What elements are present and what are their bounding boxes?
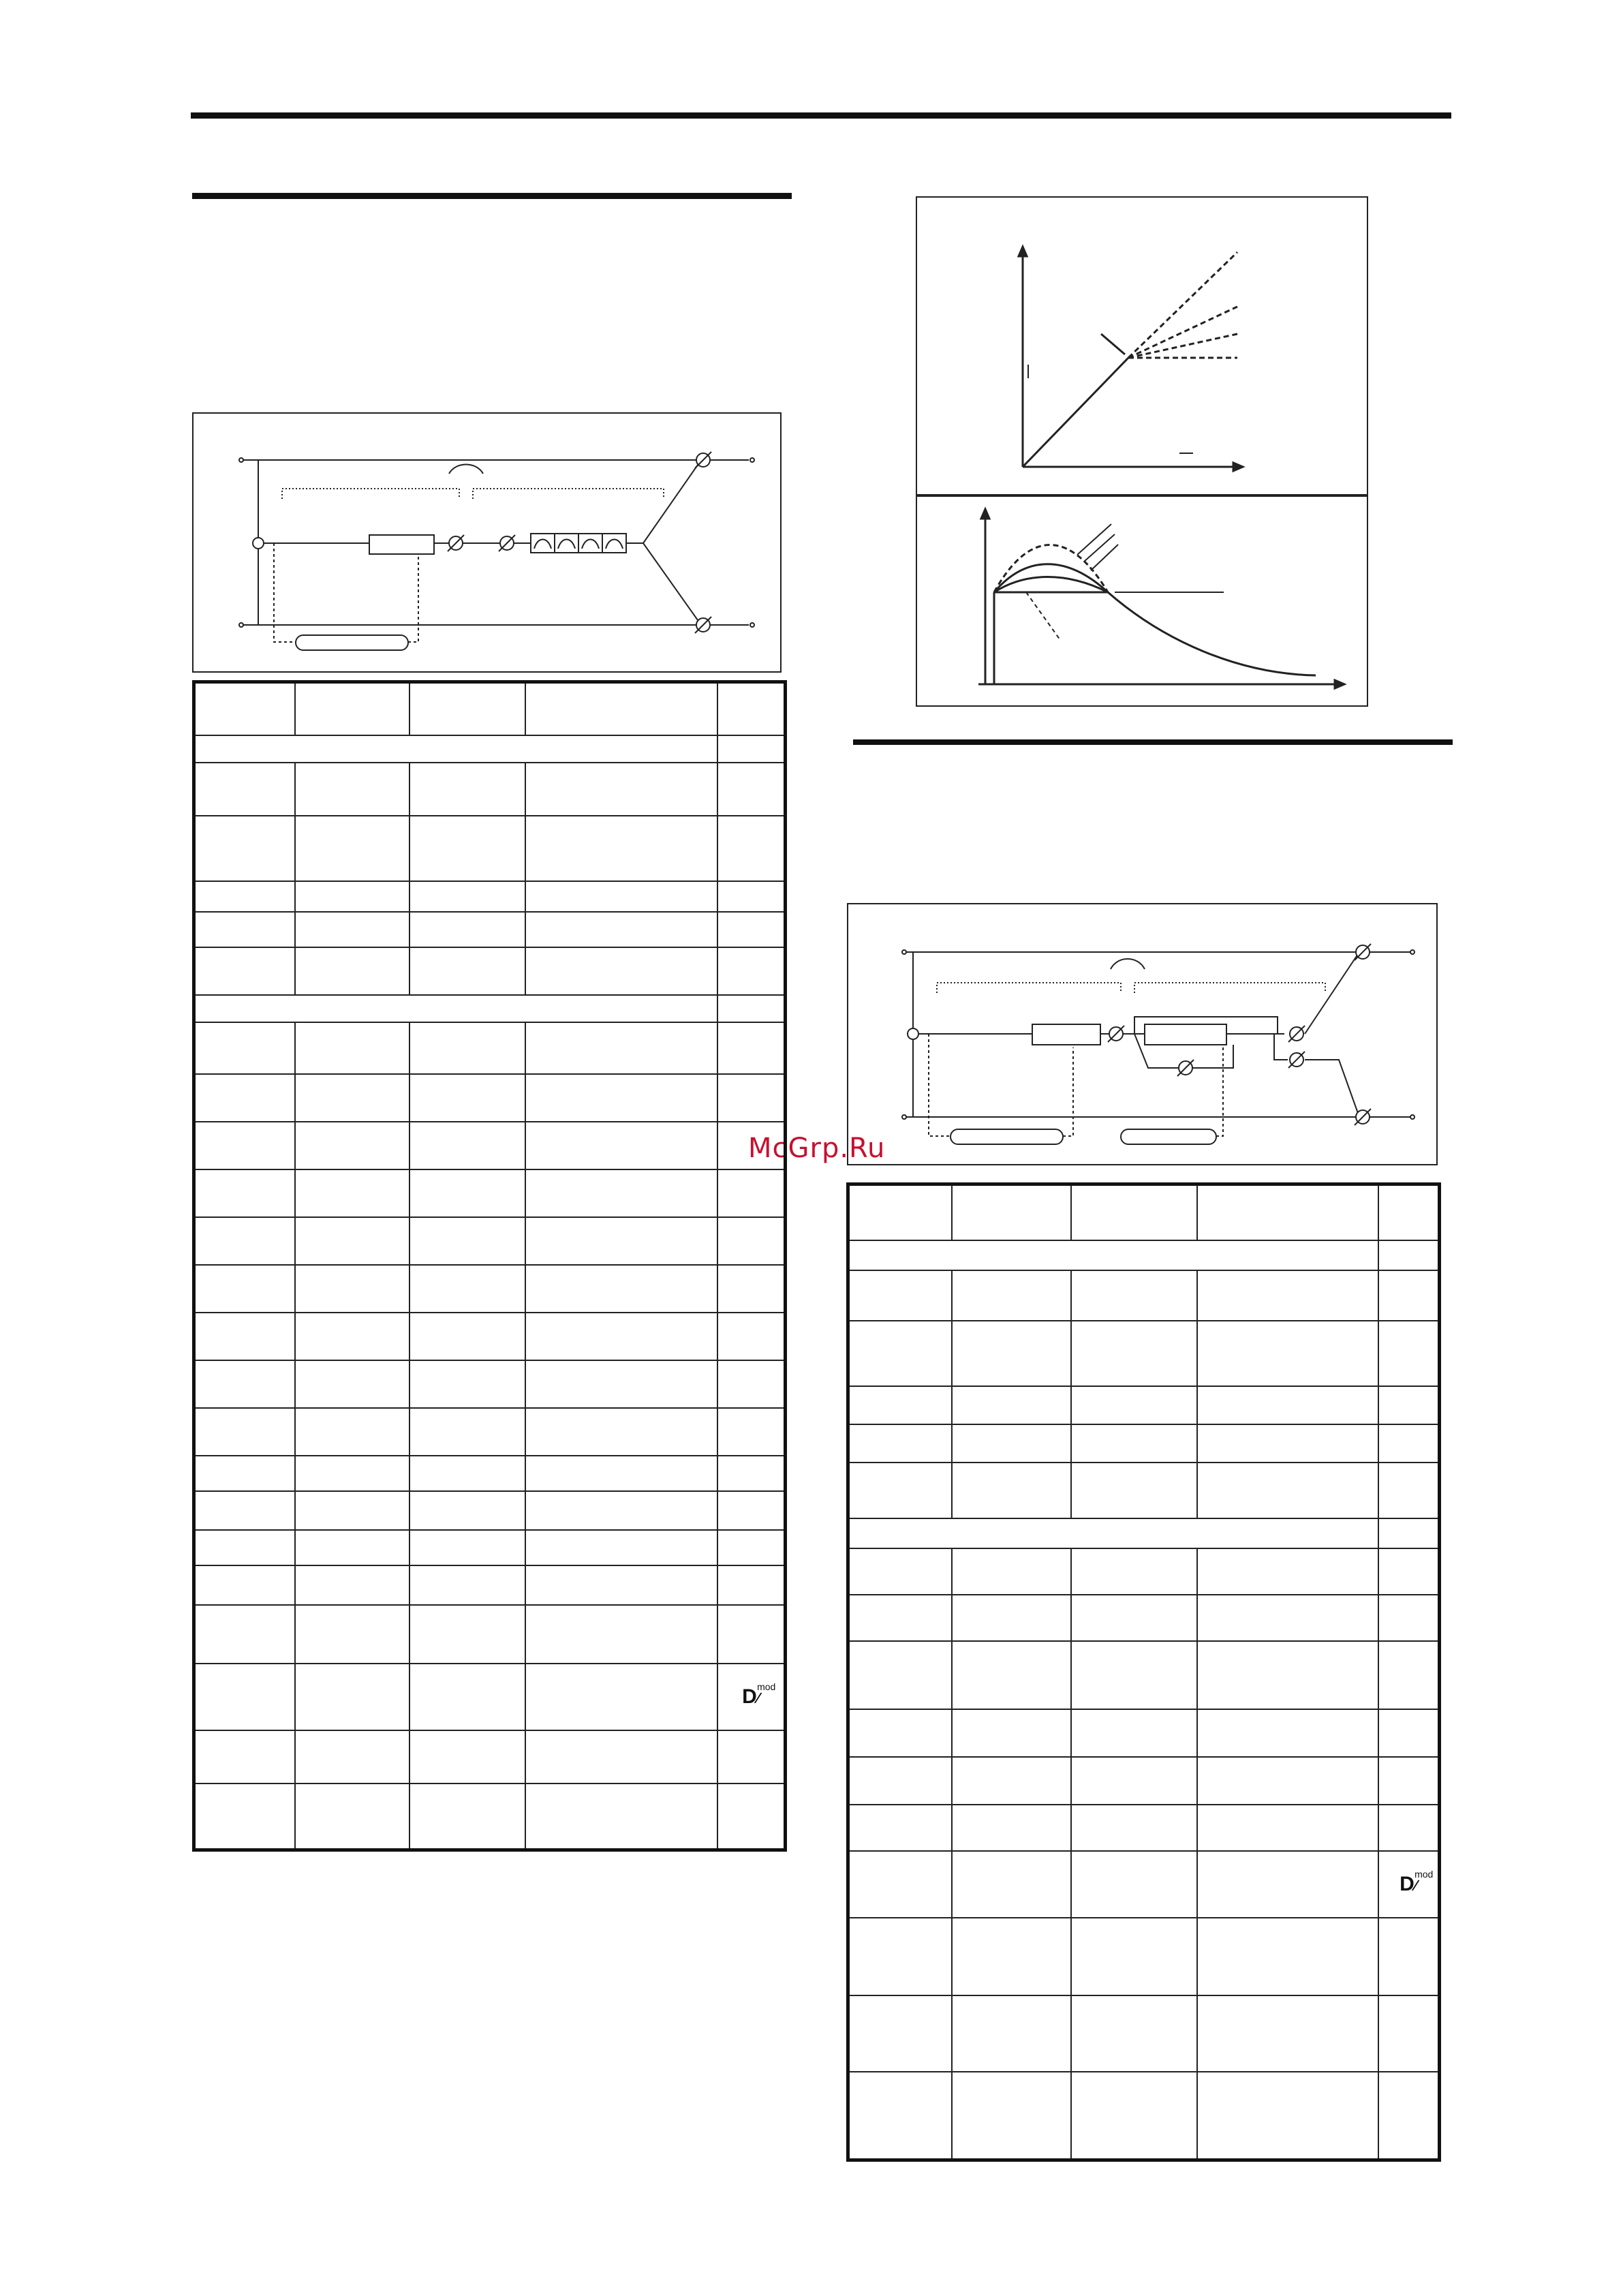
table-cell — [194, 763, 295, 816]
table-cell — [1378, 1386, 1440, 1424]
table-cell — [525, 1217, 717, 1265]
table-cell — [409, 1530, 525, 1565]
table-cell — [1071, 1321, 1197, 1386]
table-cell — [525, 1565, 717, 1605]
table-cell — [1378, 1709, 1440, 1757]
left-table-row — [194, 1360, 786, 1408]
table-cell — [952, 1995, 1071, 2072]
table-cell — [295, 1217, 409, 1265]
table-cell — [1071, 1270, 1197, 1321]
table-cell — [848, 1709, 952, 1757]
table-cell — [295, 1530, 409, 1565]
table-cell — [409, 1074, 525, 1122]
table-cell — [295, 1169, 409, 1217]
header-cell — [952, 1184, 1071, 1240]
table-cell — [525, 816, 717, 881]
table-cell — [194, 1605, 295, 1664]
table-cell — [1071, 1463, 1197, 1518]
table-cell — [194, 1784, 295, 1850]
table-cell — [525, 1605, 717, 1664]
table-cell — [525, 912, 717, 947]
header-cell — [717, 682, 786, 735]
graph-bottom-right — [916, 495, 1368, 707]
table-cell — [848, 1757, 952, 1805]
table-cell — [194, 1360, 295, 1408]
table-cell — [717, 1265, 786, 1313]
left-table-row — [194, 1313, 786, 1360]
table-cell — [525, 1491, 717, 1530]
header-cell — [1197, 1184, 1378, 1240]
left-table-row — [194, 881, 786, 912]
table-cell — [525, 1530, 717, 1565]
page-header-rule — [191, 112, 1451, 119]
table-cell — [295, 1122, 409, 1169]
table-cell — [1378, 1463, 1440, 1518]
table-cell — [525, 1169, 717, 1217]
table-cell — [194, 1565, 295, 1605]
table-cell — [194, 1022, 295, 1074]
header-cell — [194, 682, 295, 735]
table-cell — [1071, 1595, 1197, 1641]
table-cell — [848, 1463, 952, 1518]
table-cell — [194, 1530, 295, 1565]
header-cell — [1378, 1184, 1440, 1240]
dmod-icon-letter: D — [1400, 1872, 1415, 1895]
left-table-row — [194, 1491, 786, 1530]
table-cell — [194, 881, 295, 912]
table-cell — [194, 1313, 295, 1360]
left-table-section-row — [194, 995, 786, 1022]
table-cell — [952, 1595, 1071, 1641]
table-cell — [525, 763, 717, 816]
table-cell — [848, 1548, 952, 1595]
right-table-row — [848, 1595, 1440, 1641]
table-cell — [409, 1565, 525, 1605]
header-cell — [409, 682, 525, 735]
table-cell — [525, 1730, 717, 1784]
table-cell — [1378, 1548, 1440, 1595]
table-cell — [717, 1022, 786, 1074]
table-cell — [409, 1313, 525, 1360]
table-cell — [409, 1122, 525, 1169]
table-cell — [409, 1265, 525, 1313]
parameter-table-left — [192, 680, 787, 1852]
table-cell — [1197, 1709, 1378, 1757]
table-cell — [525, 1456, 717, 1491]
table-cell — [1378, 1995, 1440, 2072]
table-cell — [295, 1360, 409, 1408]
table-cell — [295, 881, 409, 912]
table-cell — [194, 1664, 295, 1730]
section-cell — [848, 1240, 1378, 1270]
table-cell — [194, 1730, 295, 1784]
table-cell — [1378, 1851, 1440, 1918]
table-cell — [525, 881, 717, 912]
table-cell — [409, 1491, 525, 1530]
table-cell — [952, 1463, 1071, 1518]
table-cell — [409, 1408, 525, 1456]
table-cell — [409, 881, 525, 912]
parameter-table-right — [846, 1182, 1441, 2162]
table-cell — [295, 1265, 409, 1313]
table-cell — [409, 1730, 525, 1784]
table-cell — [1197, 2072, 1378, 2160]
table-cell — [1378, 1270, 1440, 1321]
table-cell — [295, 912, 409, 947]
left-table-header-row — [194, 682, 786, 735]
table-cell — [525, 1408, 717, 1456]
table-cell — [409, 947, 525, 995]
table-cell — [409, 1784, 525, 1850]
table-cell — [848, 1270, 952, 1321]
table-cell — [717, 1074, 786, 1122]
left-table-row — [194, 1217, 786, 1265]
table-cell — [1197, 1548, 1378, 1595]
table-cell — [409, 1456, 525, 1491]
section-cell — [194, 735, 717, 763]
table-cell — [952, 1321, 1071, 1386]
right-table-row — [848, 1386, 1440, 1424]
table-cell — [525, 1784, 717, 1850]
table-cell — [295, 1491, 409, 1530]
right-table-row — [848, 1709, 1440, 1757]
header-cell — [1071, 1184, 1197, 1240]
table-cell — [1378, 1757, 1440, 1805]
left-table-row — [194, 816, 786, 881]
table-cell — [848, 1918, 952, 1995]
section-rule-right — [853, 739, 1453, 745]
watermark-text: McGrp.Ru — [748, 1133, 886, 1164]
table-cell — [1197, 1321, 1378, 1386]
table-cell — [952, 1270, 1071, 1321]
table-cell — [1378, 1805, 1440, 1851]
table-cell — [295, 1664, 409, 1730]
block-diagram-left-svg — [194, 414, 780, 671]
dmod-icon — [1400, 1868, 1434, 1896]
table-cell — [848, 2072, 952, 2160]
table-cell — [409, 816, 525, 881]
table-cell — [848, 1595, 952, 1641]
right-table-row — [848, 2072, 1440, 2160]
table-cell — [1197, 1641, 1378, 1709]
table-cell — [525, 1664, 717, 1730]
table-cell — [952, 1709, 1071, 1757]
table-cell — [525, 1122, 717, 1169]
left-table-row — [194, 1265, 786, 1313]
table-cell — [717, 1217, 786, 1265]
table-cell — [409, 912, 525, 947]
table-cell — [717, 1122, 786, 1169]
right-table-row — [848, 1757, 1440, 1805]
table-cell — [848, 1995, 952, 2072]
right-table-row — [848, 1548, 1440, 1595]
table-cell — [194, 1408, 295, 1456]
table-cell — [409, 1022, 525, 1074]
table-cell — [295, 1022, 409, 1074]
left-table-row — [194, 1605, 786, 1664]
section-rule-left — [192, 193, 792, 199]
right-table-row — [848, 1270, 1440, 1321]
table-cell — [717, 947, 786, 995]
table-cell — [295, 1730, 409, 1784]
table-cell — [194, 1074, 295, 1122]
dmod-icon-slope: ∕ — [756, 1689, 760, 1706]
left-table-row — [194, 1784, 786, 1850]
table-cell — [1378, 2072, 1440, 2160]
table-cell — [717, 1360, 786, 1408]
table-cell — [1378, 1918, 1440, 1995]
table-cell — [295, 816, 409, 881]
table-cell — [848, 1386, 952, 1424]
table-cell — [717, 912, 786, 947]
table-cell — [1378, 1240, 1440, 1270]
left-table-row — [194, 1408, 786, 1456]
section-cell — [848, 1518, 1378, 1548]
table-cell — [1197, 1995, 1378, 2072]
table-cell — [1071, 1757, 1197, 1805]
block-diagram-right — [847, 903, 1438, 1165]
table-cell — [1071, 1548, 1197, 1595]
table-cell — [409, 1217, 525, 1265]
table-cell — [952, 1805, 1071, 1851]
table-cell — [295, 763, 409, 816]
left-table-row — [194, 912, 786, 947]
table-cell — [1197, 1270, 1378, 1321]
left-table-row — [194, 1730, 786, 1784]
table-cell — [295, 1605, 409, 1664]
dmod-icon-sup: mod — [757, 1681, 776, 1692]
right-table-row — [848, 1995, 1440, 2072]
table-cell — [848, 1805, 952, 1851]
table-cell — [525, 1360, 717, 1408]
right-table-row — [848, 1463, 1440, 1518]
header-cell — [295, 682, 409, 735]
table-cell — [1197, 1757, 1378, 1805]
table-cell — [717, 995, 786, 1022]
table-cell — [848, 1641, 952, 1709]
table-cell — [717, 1456, 786, 1491]
left-table-row — [194, 1169, 786, 1217]
table-cell — [952, 1424, 1071, 1463]
right-table-header-row — [848, 1184, 1440, 1240]
right-table-row — [848, 1805, 1440, 1851]
table-cell — [952, 1548, 1071, 1595]
table-cell — [525, 947, 717, 995]
graph-bottom-right-svg — [917, 497, 1367, 705]
left-table-row — [194, 1074, 786, 1122]
table-cell — [1197, 1918, 1378, 1995]
right-table-section-row — [848, 1518, 1440, 1548]
dmod-icon-slope: ∕ — [1414, 1876, 1417, 1894]
table-cell — [717, 816, 786, 881]
table-cell — [1071, 1995, 1197, 2072]
table-cell — [1378, 1518, 1440, 1548]
graph-top-right — [916, 196, 1368, 495]
table-cell — [194, 1265, 295, 1313]
left-table-row — [194, 1122, 786, 1169]
table-cell — [295, 1408, 409, 1456]
table-cell — [1197, 1805, 1378, 1851]
left-table-row — [194, 1530, 786, 1565]
table-cell — [194, 912, 295, 947]
table-cell — [409, 763, 525, 816]
table-cell — [1071, 1641, 1197, 1709]
table-cell — [295, 1313, 409, 1360]
table-cell — [194, 1491, 295, 1530]
block-diagram-left — [192, 412, 782, 673]
block-diagram-right-svg — [848, 904, 1436, 1164]
left-table-row — [194, 1664, 786, 1730]
table-cell — [409, 1605, 525, 1664]
left-table-row — [194, 947, 786, 995]
table-cell — [194, 1122, 295, 1169]
footer-marks — [681, 2286, 886, 2291]
table-cell — [717, 763, 786, 816]
table-cell — [194, 947, 295, 995]
table-cell — [295, 1074, 409, 1122]
header-cell — [848, 1184, 952, 1240]
table-cell — [295, 1456, 409, 1491]
table-cell — [717, 1169, 786, 1217]
table-cell — [295, 947, 409, 995]
left-table-section-row — [194, 735, 786, 763]
table-cell — [717, 1664, 786, 1730]
dmod-icon — [742, 1681, 776, 1709]
right-table-row — [848, 1641, 1440, 1709]
table-cell — [1071, 1709, 1197, 1757]
table-cell — [717, 1313, 786, 1360]
table-cell — [1197, 1386, 1378, 1424]
table-cell — [717, 735, 786, 763]
table-cell — [717, 1784, 786, 1850]
right-table-row — [848, 1918, 1440, 1995]
table-cell — [295, 1565, 409, 1605]
left-table-row — [194, 1565, 786, 1605]
table-cell — [1071, 1805, 1197, 1851]
table-cell — [409, 1664, 525, 1730]
table-cell — [194, 1169, 295, 1217]
table-cell — [952, 1851, 1071, 1918]
table-cell — [194, 1456, 295, 1491]
table-cell — [717, 1605, 786, 1664]
table-cell — [1071, 1424, 1197, 1463]
table-cell — [848, 1851, 952, 1918]
table-cell — [848, 1424, 952, 1463]
right-table-section-row — [848, 1240, 1440, 1270]
right-table-row — [848, 1851, 1440, 1918]
table-cell — [1197, 1595, 1378, 1641]
table-cell — [952, 1641, 1071, 1709]
header-cell — [525, 682, 717, 735]
table-cell — [952, 2072, 1071, 2160]
table-cell — [717, 1408, 786, 1456]
dmod-icon-letter: D — [742, 1685, 757, 1708]
table-cell — [1197, 1463, 1378, 1518]
dmod-icon-sup: mod — [1415, 1868, 1434, 1880]
table-cell — [717, 1565, 786, 1605]
section-cell — [194, 995, 717, 1022]
table-cell — [952, 1757, 1071, 1805]
table-cell — [194, 1217, 295, 1265]
left-table-row — [194, 1022, 786, 1074]
table-cell — [409, 1169, 525, 1217]
table-cell — [1071, 1386, 1197, 1424]
table-cell — [1071, 1918, 1197, 1995]
left-table-row — [194, 763, 786, 816]
table-cell — [525, 1265, 717, 1313]
table-cell — [194, 816, 295, 881]
table-cell — [1197, 1851, 1378, 1918]
table-cell — [295, 1784, 409, 1850]
graph-top-right-svg — [917, 198, 1367, 494]
table-cell — [409, 1360, 525, 1408]
table-cell — [1071, 1851, 1197, 1918]
table-cell — [1378, 1641, 1440, 1709]
table-cell — [1197, 1424, 1378, 1463]
table-cell — [525, 1074, 717, 1122]
right-table-row — [848, 1424, 1440, 1463]
table-cell — [525, 1022, 717, 1074]
table-cell — [952, 1918, 1071, 1995]
table-cell — [717, 1530, 786, 1565]
left-table-row — [194, 1456, 786, 1491]
table-cell — [717, 1730, 786, 1784]
table-cell — [1378, 1595, 1440, 1641]
table-cell — [717, 1491, 786, 1530]
right-table-row — [848, 1321, 1440, 1386]
table-cell — [1378, 1424, 1440, 1463]
table-cell — [525, 1313, 717, 1360]
table-cell — [717, 881, 786, 912]
table-cell — [848, 1321, 952, 1386]
table-cell — [1071, 2072, 1197, 2160]
table-cell — [1378, 1321, 1440, 1386]
table-cell — [952, 1386, 1071, 1424]
